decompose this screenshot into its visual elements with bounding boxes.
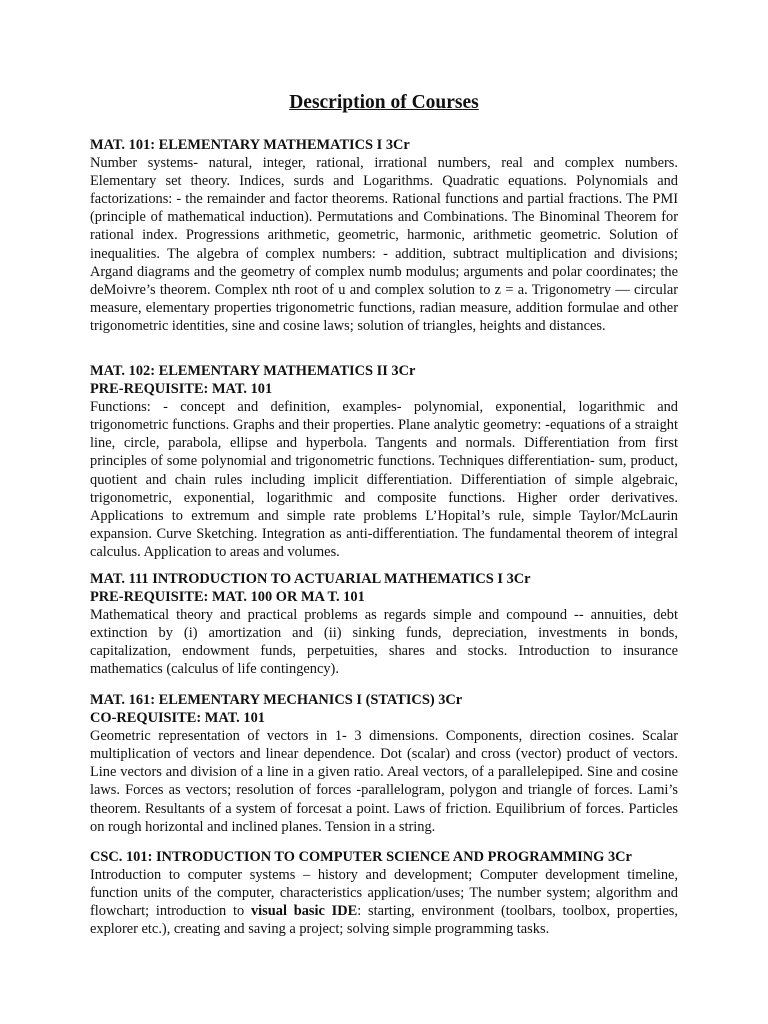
- course-heading: MAT. 161: ELEMENTARY MECHANICS I (STATICS) 3Cr: [90, 692, 463, 708]
- course-heading: MAT. 101: ELEMENTARY MATHEMATICS I 3Cr: [90, 137, 410, 153]
- course-description: Number systems- natural, integer, rational, irrational numbers, real and complex numbers. Elementary set theory. Indices, surds and Logarithms. Quadratic equations. Polynomials and factorizations: - the remainder and factor theorems. Rational functions and partial fractions. The PMI (principle of mathematical induction). Permutations and Combinations. The Binominal Theorem for rational index. Progressions arithmetic, geometric, harmonic, arithmetic geometric. Solution of inequalities. The algebra of complex numbers: - addition, subtract multiplication and divisions; Argand diagrams and the geometry of complex numb modulus; arguments and polar coordinates; the deMoivre’s theorem. Complex nth root of u and complex solution to z = a. Trigonometry — circular measure, elementary properties trigonometric functions, radian measure, addition formulae and other trigonometric identities, sine and cosine laws; solution of triangles, heights and distances.: [90, 155, 678, 334]
- course-csc-101: [90, 848, 678, 938]
- course-description: Mathematical theory and practical problems as regards simple and compound -- annuities, debt extinction by (i) amortization and (ii) sinking funds, depreciation, investments in bonds, capitalization, endowment funds, perpetuities, shares and stocks. Introduction to insurance mathematics (calculus of life contingency).: [90, 607, 678, 678]
- description-text: : starting, environment (toolbars, toolbox, properties, explorer etc.), creating and saving a project; solving simple programming tasks.: [90, 903, 678, 938]
- course-mat-102: [90, 362, 678, 561]
- course-mat-101: [90, 136, 678, 335]
- course-corequisite: CO-REQUISITE: MAT. 101: [90, 710, 265, 727]
- course-mat-111: [90, 570, 678, 679]
- description-text: Introduction to computer systems – history and development; Computer development timeline, function units of the computer, characteristics application/uses; The number system; algorithm and flowchart; introduction to: [90, 867, 678, 920]
- description-emphasis: visual basic IDE: [250, 903, 358, 920]
- course-description: Functions: - concept and definition, examples- polynomial, exponential, logarithmic and trigonometric functions. Graphs and their properties. Plane analytic geometry: -equations of a straight line, circle, parabola, ellipse and hyperbola. Tangents and normals. Differentiation from first principles of some polynomial and trigonometric functions. Techniques differentiation- sum, product, quotient and chain rules including implicit differentiation. Differentiation of simple algebraic, trigonometric, exponential, logarithmic and composite functions. Higher order derivatives. Applications to extremum and simple rate problems L’Hopital’s rule, simple Taylor/McLaurin expansion. Curve Sketching. Integration as anti-differentiation. The fundamental theorem of integral calculus. Application to areas and volumes.: [90, 399, 678, 560]
- course-prerequisite: PRE-REQUISITE: MAT. 100 OR MA T. 101: [90, 589, 365, 606]
- course-description: Geometric representation of vectors in 1- 3 dimensions. Components, direction cosines. Scalar multiplication of vectors and linear dependence. Dot (scalar) and cross (vector) product of vectors. Line vectors and division of a line in a given ratio. Areal vectors, of a parallelepiped. Sine and cosine laws. Forces as vectors; resolution of forces -parallelogram, polygon and triangle of forces. Lami’s theorem. Resultants of a system of forcesat a point. Laws of friction. Equilibrium of forces. Particles on rough horizontal and inclined planes. Tension in a string.: [90, 728, 678, 835]
- course-prerequisite: PRE-REQUISITE: MAT. 101: [90, 381, 273, 398]
- course-heading: CSC. 101: INTRODUCTION TO COMPUTER SCIENCE AND PROGRAMMING 3Cr: [90, 849, 632, 865]
- course-heading: MAT. 102: ELEMENTARY MATHEMATICS II 3Cr: [90, 363, 416, 379]
- document-title: Description of Courses: [289, 92, 479, 113]
- course-description: [90, 866, 678, 938]
- course-heading: MAT. 111 INTRODUCTION TO ACTUARIAL MATHEMATICS I 3Cr: [90, 571, 531, 587]
- course-mat-161: [90, 691, 678, 836]
